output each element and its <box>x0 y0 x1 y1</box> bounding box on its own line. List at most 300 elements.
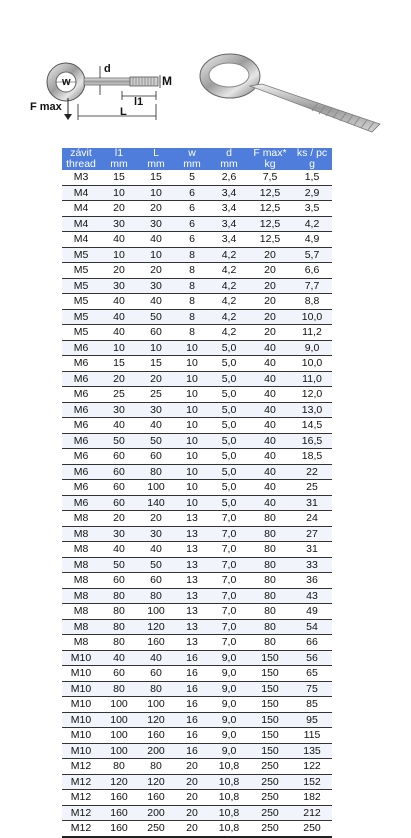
cell-w: 10 <box>174 340 210 356</box>
table-row <box>62 309 332 325</box>
cell-l: 15 <box>138 170 174 185</box>
cell-d: 7,0 <box>210 557 248 573</box>
table-row <box>62 340 332 356</box>
cell-pieces: 135 <box>292 743 332 759</box>
table-row <box>62 278 332 294</box>
table-row <box>62 247 332 263</box>
table-row <box>62 557 332 573</box>
cell-l1: 40 <box>100 232 138 248</box>
cell-l1: 30 <box>100 402 138 418</box>
cell-thread: M6 <box>62 449 100 465</box>
cell-d: 7,0 <box>210 511 248 527</box>
table-row <box>62 511 332 527</box>
cell-l: 160 <box>138 790 174 806</box>
cell-l1: 60 <box>100 449 138 465</box>
cell-fmax: 40 <box>248 371 292 387</box>
cell-w: 10 <box>174 495 210 511</box>
cell-fmax: 250 <box>248 759 292 775</box>
cell-fmax: 80 <box>248 635 292 651</box>
cell-fmax: 80 <box>248 588 292 604</box>
cell-l: 80 <box>138 681 174 697</box>
cell-d: 5,0 <box>210 340 248 356</box>
cell-fmax: 150 <box>248 728 292 744</box>
table-row <box>62 759 332 775</box>
cell-w: 20 <box>174 774 210 790</box>
table-row <box>62 588 332 604</box>
cell-pieces: 122 <box>292 759 332 775</box>
cell-fmax: 40 <box>248 433 292 449</box>
cell-pieces: 14,5 <box>292 418 332 434</box>
cell-thread: M8 <box>62 542 100 558</box>
cell-thread: M8 <box>62 573 100 589</box>
cell-fmax: 80 <box>248 573 292 589</box>
specifications-table <box>62 148 332 838</box>
cell-d: 10,8 <box>210 790 248 806</box>
cell-w: 10 <box>174 464 210 480</box>
cell-pieces: 212 <box>292 805 332 821</box>
dimension-d-label: d <box>104 63 111 75</box>
cell-l1: 160 <box>100 805 138 821</box>
table-row <box>62 697 332 713</box>
col-header-d: d <box>210 148 248 159</box>
cell-d: 9,0 <box>210 666 248 682</box>
table-row <box>62 170 332 185</box>
cell-fmax: 12,5 <box>248 201 292 217</box>
cell-thread: M8 <box>62 557 100 573</box>
table-row <box>62 263 332 279</box>
cell-thread: M10 <box>62 666 100 682</box>
col-header-fmax: F max* <box>248 148 292 159</box>
cell-d: 9,0 <box>210 712 248 728</box>
cell-pieces: 54 <box>292 619 332 635</box>
cell-l1: 80 <box>100 588 138 604</box>
table-row <box>62 387 332 403</box>
cell-w: 13 <box>174 573 210 589</box>
table-row <box>62 728 332 744</box>
cell-l1: 100 <box>100 743 138 759</box>
cell-fmax: 150 <box>248 743 292 759</box>
cell-l1: 10 <box>100 340 138 356</box>
cell-pieces: 250 <box>292 821 332 837</box>
table-row <box>62 805 332 821</box>
cell-pieces: 10,0 <box>292 356 332 372</box>
cell-l: 40 <box>138 232 174 248</box>
table-row <box>62 232 332 248</box>
cell-pieces: 11,2 <box>292 325 332 341</box>
cell-l: 80 <box>138 588 174 604</box>
table-row <box>62 712 332 728</box>
col-header-l: L <box>138 148 174 159</box>
cell-w: 8 <box>174 263 210 279</box>
cell-d: 4,2 <box>210 278 248 294</box>
table-row <box>62 294 332 310</box>
cell-l: 200 <box>138 743 174 759</box>
col-header-w: w <box>174 148 210 159</box>
cell-w: 10 <box>174 433 210 449</box>
cell-l1: 10 <box>100 185 138 201</box>
unit-header-w: mm <box>174 159 210 170</box>
table-row <box>62 666 332 682</box>
cell-d: 2,6 <box>210 170 248 185</box>
cell-l1: 25 <box>100 387 138 403</box>
cell-w: 20 <box>174 821 210 837</box>
cell-d: 10,8 <box>210 821 248 837</box>
table-row <box>62 821 332 837</box>
cell-thread: M8 <box>62 619 100 635</box>
cell-d: 3,4 <box>210 185 248 201</box>
table-row <box>62 573 332 589</box>
cell-w: 13 <box>174 619 210 635</box>
unit-header-pieces: g <box>292 159 332 170</box>
dimension-w-label: w <box>62 76 71 88</box>
cell-l: 25 <box>138 387 174 403</box>
cell-l: 30 <box>138 526 174 542</box>
cell-l: 80 <box>138 759 174 775</box>
cell-l1: 15 <box>100 356 138 372</box>
cell-d: 5,0 <box>210 371 248 387</box>
cell-d: 5,0 <box>210 464 248 480</box>
cell-fmax: 40 <box>248 402 292 418</box>
cell-l: 40 <box>138 542 174 558</box>
table-row <box>62 201 332 217</box>
cell-pieces: 8,8 <box>292 294 332 310</box>
cell-thread: M10 <box>62 728 100 744</box>
cell-fmax: 80 <box>248 526 292 542</box>
table-row <box>62 449 332 465</box>
table-row <box>62 495 332 511</box>
cell-pieces: 5,7 <box>292 247 332 263</box>
cell-l: 20 <box>138 263 174 279</box>
cell-pieces: 11,0 <box>292 371 332 387</box>
col-header-pieces: ks / pc <box>292 148 332 159</box>
cell-fmax: 40 <box>248 356 292 372</box>
cell-fmax: 250 <box>248 805 292 821</box>
cell-d: 7,0 <box>210 604 248 620</box>
cell-fmax: 40 <box>248 418 292 434</box>
dimension-m-label: M <box>162 74 172 88</box>
cell-d: 9,0 <box>210 650 248 666</box>
cell-thread: M8 <box>62 635 100 651</box>
cell-l: 20 <box>138 201 174 217</box>
cell-pieces: 56 <box>292 650 332 666</box>
product-illustration <box>0 0 411 140</box>
cell-l: 120 <box>138 619 174 635</box>
cell-l: 40 <box>138 650 174 666</box>
col-header-l1: l1 <box>100 148 138 159</box>
cell-fmax: 150 <box>248 712 292 728</box>
cell-thread: M5 <box>62 325 100 341</box>
cell-w: 10 <box>174 387 210 403</box>
cell-fmax: 150 <box>248 681 292 697</box>
cell-thread: M10 <box>62 681 100 697</box>
eye-bolt-photo <box>200 54 380 132</box>
cell-l1: 20 <box>100 511 138 527</box>
cell-l1: 40 <box>100 650 138 666</box>
cell-l: 80 <box>138 464 174 480</box>
cell-d: 7,0 <box>210 635 248 651</box>
table-row <box>62 774 332 790</box>
table-row <box>62 371 332 387</box>
cell-fmax: 12,5 <box>248 232 292 248</box>
cell-fmax: 40 <box>248 340 292 356</box>
cell-d: 7,0 <box>210 542 248 558</box>
cell-w: 6 <box>174 216 210 232</box>
cell-thread: M6 <box>62 480 100 496</box>
cell-l1: 50 <box>100 433 138 449</box>
cell-l1: 60 <box>100 464 138 480</box>
cell-thread: M4 <box>62 232 100 248</box>
cell-pieces: 22 <box>292 464 332 480</box>
cell-w: 8 <box>174 309 210 325</box>
cell-w: 16 <box>174 728 210 744</box>
cell-thread: M5 <box>62 263 100 279</box>
cell-pieces: 25 <box>292 480 332 496</box>
cell-l: 20 <box>138 371 174 387</box>
cell-pieces: 10,0 <box>292 309 332 325</box>
specifications-table-container <box>62 148 332 838</box>
cell-l: 60 <box>138 449 174 465</box>
cell-w: 13 <box>174 526 210 542</box>
cell-w: 20 <box>174 759 210 775</box>
cell-d: 9,0 <box>210 697 248 713</box>
cell-fmax: 150 <box>248 697 292 713</box>
cell-l1: 10 <box>100 247 138 263</box>
cell-pieces: 1,5 <box>292 170 332 185</box>
header-row-units <box>62 159 332 170</box>
cell-thread: M12 <box>62 774 100 790</box>
dimension-l1-label: l1 <box>134 96 144 108</box>
cell-l1: 80 <box>100 635 138 651</box>
cell-fmax: 12,5 <box>248 216 292 232</box>
cell-fmax: 20 <box>248 325 292 341</box>
table-row <box>62 743 332 759</box>
cell-w: 16 <box>174 743 210 759</box>
cell-l1: 20 <box>100 371 138 387</box>
cell-pieces: 33 <box>292 557 332 573</box>
cell-w: 6 <box>174 232 210 248</box>
col-header-thread: závit <box>62 148 100 159</box>
unit-header-thread: thread <box>62 159 100 170</box>
cell-d: 9,0 <box>210 743 248 759</box>
cell-fmax: 40 <box>248 449 292 465</box>
cell-fmax: 250 <box>248 790 292 806</box>
cell-thread: M8 <box>62 604 100 620</box>
cell-w: 10 <box>174 402 210 418</box>
cell-w: 13 <box>174 604 210 620</box>
cell-w: 8 <box>174 247 210 263</box>
cell-d: 10,8 <box>210 759 248 775</box>
cell-d: 9,0 <box>210 681 248 697</box>
cell-d: 3,4 <box>210 201 248 217</box>
cell-l1: 80 <box>100 619 138 635</box>
cell-pieces: 31 <box>292 495 332 511</box>
cell-pieces: 66 <box>292 635 332 651</box>
cell-w: 16 <box>174 681 210 697</box>
cell-thread: M6 <box>62 340 100 356</box>
cell-fmax: 20 <box>248 309 292 325</box>
cell-w: 8 <box>174 294 210 310</box>
cell-l: 40 <box>138 294 174 310</box>
cell-w: 20 <box>174 805 210 821</box>
cell-pieces: 3,5 <box>292 201 332 217</box>
cell-l1: 40 <box>100 418 138 434</box>
unit-header-fmax: kg <box>248 159 292 170</box>
cell-thread: M8 <box>62 588 100 604</box>
cell-d: 7,0 <box>210 573 248 589</box>
cell-l: 30 <box>138 216 174 232</box>
cell-l1: 100 <box>100 712 138 728</box>
cell-w: 13 <box>174 542 210 558</box>
cell-w: 16 <box>174 712 210 728</box>
cell-fmax: 20 <box>248 278 292 294</box>
cell-thread: M5 <box>62 278 100 294</box>
cell-fmax: 80 <box>248 511 292 527</box>
cell-l1: 120 <box>100 774 138 790</box>
cell-fmax: 40 <box>248 495 292 511</box>
table-row <box>62 619 332 635</box>
cell-fmax: 40 <box>248 480 292 496</box>
cell-l1: 80 <box>100 604 138 620</box>
unit-header-l1: mm <box>100 159 138 170</box>
cell-pieces: 95 <box>292 712 332 728</box>
cell-thread: M4 <box>62 185 100 201</box>
cell-thread: M6 <box>62 418 100 434</box>
table-row <box>62 216 332 232</box>
cell-l: 60 <box>138 573 174 589</box>
cell-pieces: 85 <box>292 697 332 713</box>
cell-l1: 40 <box>100 542 138 558</box>
cell-l1: 50 <box>100 557 138 573</box>
cell-l: 30 <box>138 402 174 418</box>
cell-d: 5,0 <box>210 449 248 465</box>
cell-d: 4,2 <box>210 263 248 279</box>
cell-thread: M4 <box>62 216 100 232</box>
cell-fmax: 250 <box>248 774 292 790</box>
cell-l1: 160 <box>100 821 138 837</box>
cell-l: 60 <box>138 325 174 341</box>
cell-l1: 80 <box>100 759 138 775</box>
cell-pieces: 6,6 <box>292 263 332 279</box>
cell-l: 30 <box>138 278 174 294</box>
cell-fmax: 80 <box>248 542 292 558</box>
cell-thread: M12 <box>62 805 100 821</box>
cell-w: 16 <box>174 666 210 682</box>
cell-l: 250 <box>138 821 174 837</box>
cell-w: 10 <box>174 356 210 372</box>
cell-fmax: 40 <box>248 464 292 480</box>
cell-l1: 40 <box>100 325 138 341</box>
cell-thread: M6 <box>62 495 100 511</box>
table-row <box>62 402 332 418</box>
cell-thread: M10 <box>62 650 100 666</box>
cell-thread: M6 <box>62 356 100 372</box>
unit-header-d: mm <box>210 159 248 170</box>
cell-pieces: 7,7 <box>292 278 332 294</box>
cell-l1: 80 <box>100 681 138 697</box>
cell-pieces: 43 <box>292 588 332 604</box>
cell-w: 10 <box>174 418 210 434</box>
cell-l: 50 <box>138 433 174 449</box>
cell-pieces: 31 <box>292 542 332 558</box>
cell-pieces: 115 <box>292 728 332 744</box>
cell-l1: 30 <box>100 216 138 232</box>
table-row <box>62 356 332 372</box>
cell-l: 140 <box>138 495 174 511</box>
cell-w: 13 <box>174 557 210 573</box>
cell-thread: M12 <box>62 821 100 837</box>
cell-l: 100 <box>138 604 174 620</box>
cell-pieces: 16,5 <box>292 433 332 449</box>
cell-w: 13 <box>174 511 210 527</box>
eye-bolt-drawing <box>0 0 411 140</box>
cell-l: 10 <box>138 185 174 201</box>
cell-w: 20 <box>174 790 210 806</box>
cell-l1: 30 <box>100 526 138 542</box>
cell-w: 16 <box>174 650 210 666</box>
cell-thread: M8 <box>62 511 100 527</box>
dimension-l-label: L <box>120 106 127 118</box>
cell-l: 100 <box>138 697 174 713</box>
cell-l1: 15 <box>100 170 138 185</box>
cell-d: 3,4 <box>210 232 248 248</box>
cell-d: 4,2 <box>210 309 248 325</box>
cell-l1: 160 <box>100 790 138 806</box>
cell-fmax: 20 <box>248 263 292 279</box>
cell-d: 5,0 <box>210 418 248 434</box>
cell-d: 5,0 <box>210 356 248 372</box>
table-row <box>62 418 332 434</box>
fmax-label: F max <box>30 101 62 113</box>
cell-fmax: 20 <box>248 247 292 263</box>
cell-thread: M10 <box>62 697 100 713</box>
cell-l: 10 <box>138 340 174 356</box>
cell-fmax: 12,5 <box>248 185 292 201</box>
cell-w: 10 <box>174 480 210 496</box>
cell-w: 5 <box>174 170 210 185</box>
cell-w: 6 <box>174 201 210 217</box>
table-row <box>62 681 332 697</box>
cell-thread: M3 <box>62 170 100 185</box>
cell-thread: M6 <box>62 464 100 480</box>
cell-pieces: 2,9 <box>292 185 332 201</box>
cell-l1: 100 <box>100 728 138 744</box>
cell-l: 160 <box>138 728 174 744</box>
table-row <box>62 464 332 480</box>
cell-d: 4,2 <box>210 325 248 341</box>
cell-w: 13 <box>174 635 210 651</box>
cell-w: 10 <box>174 371 210 387</box>
table-row <box>62 480 332 496</box>
cell-l: 200 <box>138 805 174 821</box>
cell-fmax: 80 <box>248 604 292 620</box>
cell-pieces: 36 <box>292 573 332 589</box>
table-row <box>62 542 332 558</box>
cell-w: 6 <box>174 185 210 201</box>
cell-thread: M4 <box>62 201 100 217</box>
cell-w: 13 <box>174 588 210 604</box>
cell-l1: 60 <box>100 573 138 589</box>
cell-l1: 40 <box>100 294 138 310</box>
cell-w: 8 <box>174 278 210 294</box>
table-row <box>62 604 332 620</box>
cell-pieces: 13,0 <box>292 402 332 418</box>
table-body <box>62 170 332 837</box>
cell-fmax: 150 <box>248 650 292 666</box>
cell-pieces: 152 <box>292 774 332 790</box>
table-row <box>62 185 332 201</box>
cell-fmax: 250 <box>248 821 292 837</box>
cell-d: 4,2 <box>210 294 248 310</box>
